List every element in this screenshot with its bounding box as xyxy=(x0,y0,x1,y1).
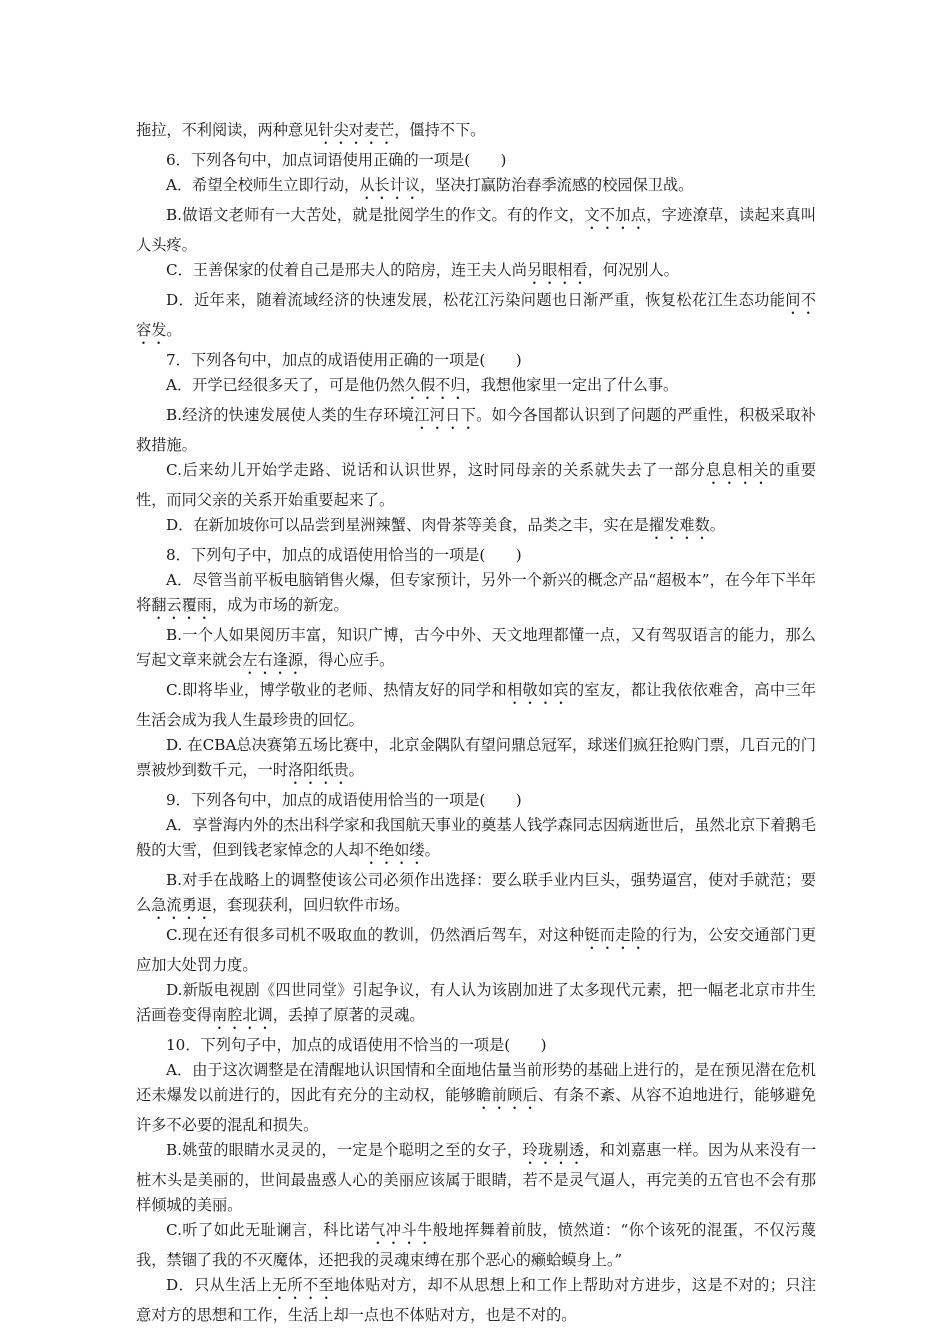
text-run: C.现在还有很多司机不吸取血的教训，仍然酒后驾车，对这种 xyxy=(166,926,585,944)
paragraph xyxy=(136,513,816,543)
text-run: B.经济的快速发展使人类的生存环境 xyxy=(166,406,415,424)
dotted-term: 针尖对麦芒 xyxy=(318,121,395,139)
dotted-term: 铤而走险 xyxy=(584,926,647,944)
paragraph xyxy=(136,1218,816,1273)
paragraph xyxy=(136,788,816,813)
text-run: ，得心应手。 xyxy=(303,651,395,669)
paragraph xyxy=(136,1033,816,1058)
text-run: ，我想他家里一定出了什么事。 xyxy=(465,376,679,394)
text-run: ，成为市场的新宠。 xyxy=(211,596,349,614)
dotted-term: 擢发难数 xyxy=(649,516,710,534)
paragraph xyxy=(136,403,816,458)
paragraph xyxy=(136,373,816,403)
text-run: 般地挥舞着前肢，愤然道：“你个该死的混蛋，不仅污蔑我，禁锢了我的不灭魔体，还把我的灵魂束缚在那个恶心的癞蛤蟆身上。” xyxy=(136,1221,816,1269)
dotted-term: 间不容发 xyxy=(136,291,816,339)
dotted-term: 另眼相看 xyxy=(526,261,588,279)
text-run: C.即将毕业，博学敬业的老师、热情友好的同学和 xyxy=(166,681,507,699)
dotted-term: 南腔北调 xyxy=(211,1006,273,1024)
text-run: ，何况别人。 xyxy=(587,261,679,279)
text-run: D.新版电视剧《四世同堂》引起争议，有人认为该剧加进了太多现代元素，把一幅老北京市井生活画卷变得 xyxy=(136,981,816,1024)
text-run: A．开学已经很多天了，可是他仍然 xyxy=(166,376,405,394)
paragraph xyxy=(136,543,816,568)
text-run: 。 xyxy=(709,516,725,534)
paragraph xyxy=(136,348,816,373)
dotted-term: 久假不归 xyxy=(404,376,466,394)
paragraph xyxy=(136,148,816,173)
text-run: 、有条不紊、从容不迫地进行，能够避免许多不必要的混乱和损失。 xyxy=(136,1086,817,1134)
dotted-term: 从长计议 xyxy=(359,176,420,194)
text-run: B.做语文老师有一大苦处，就是批阅学生的作文。有的作文， xyxy=(166,206,585,224)
text-run: B.姚萤的眼睛水灵灵的，一定是个聪明之至的女子， xyxy=(166,1141,523,1159)
text-run: 的室友，都让我依依难舍，高中三年生活会成为我人生最珍贵的回忆。 xyxy=(136,681,817,729)
text-run: D. 在CBA总决赛第五场比赛中，北京金隅队有望问鼎总冠军，球迷们疯狂抢购门票，几百元的门票被炒到数千元，一时 xyxy=(136,736,816,779)
dotted-term: 急流勇退 xyxy=(151,896,212,914)
paragraph xyxy=(136,733,816,788)
text-run: 10．下列句子中，加点的成语使用不恰当的一项是( ) xyxy=(166,1036,547,1054)
dotted-term: 玲珑剔透 xyxy=(522,1141,585,1159)
text-run: ，坚决打赢防治春季流感的校园保卫战。 xyxy=(419,176,694,194)
text-run: ，套现获利，回归软件市场。 xyxy=(211,896,410,914)
paragraph xyxy=(136,118,816,148)
paragraph xyxy=(136,923,816,978)
dotted-term: 不绝如缕 xyxy=(363,841,425,859)
text-run: C.听了如此无耻谰言，科比诺 xyxy=(166,1221,371,1239)
paragraph xyxy=(136,258,816,288)
text-run: 地体贴对方，却不从思想上和工作上帮助对方进步，这是不对的；只注意对方的思想和工作，生活上却一点也不体贴对方，也是不对的。 xyxy=(136,1276,817,1324)
dotted-term: 无所不至 xyxy=(271,1276,335,1294)
paragraph xyxy=(136,1138,816,1218)
text-run: ，丢掉了原著的灵魂。 xyxy=(272,1006,425,1024)
dotted-term: 气冲斗牛 xyxy=(370,1221,433,1239)
text-run: 拖拉，不利阅读，两种意见 xyxy=(136,121,319,139)
text-run: 的行为，公安交通部门更应加大处罚力度。 xyxy=(136,926,817,974)
paragraph xyxy=(136,288,816,348)
text-run: 8．下列句子中，加点的成语使用恰当的一项是( ) xyxy=(166,546,522,564)
text-run: D．只从生活上 xyxy=(166,1276,272,1294)
text-run: B.一个人如果阅历丰富，知识广博，古今中外、天文地理都懂一点，又有驾驭语言的能力，那么写起文章来就会 xyxy=(136,626,816,669)
dotted-term: 洛阳纸贵 xyxy=(287,761,349,779)
text-run: ，字迹潦草，读起来真叫人头疼。 xyxy=(136,206,817,254)
paragraph xyxy=(136,623,816,678)
text-run: D．在新加坡你可以品尝到星洲辣蟹、肉骨茶等美食，品类之丰，实在是 xyxy=(166,516,649,534)
text-run: 9．下列各句中，加点的成语使用恰当的一项是( ) xyxy=(166,791,522,809)
text-run: A．尽管当前平板电脑销售火爆，但专家预计，另外一个新兴的概念产品“超极本”，在今年下半年将 xyxy=(136,571,816,614)
dotted-term: 文不加点 xyxy=(584,206,647,224)
paragraph xyxy=(136,1273,816,1328)
paragraph xyxy=(136,203,816,258)
dotted-term: 相敬如宾 xyxy=(506,681,569,699)
text-run: 。 xyxy=(166,321,182,339)
paragraph xyxy=(136,978,816,1033)
dotted-term: 左右逢源 xyxy=(242,651,304,669)
dotted-term: 江河日下 xyxy=(414,406,477,424)
text-run: B.对手在战略上的调整使该公司必须作出选择：要么联手业内巨头，强势逼宫，使对手就范；要么 xyxy=(136,871,816,914)
text-run: ，僵持不下。 xyxy=(394,121,486,139)
paragraph xyxy=(136,868,816,923)
text-run: 的重要性，而同父亲的关系开始重要起来了。 xyxy=(136,461,817,509)
dotted-term: 瞻前顾后 xyxy=(476,1086,538,1104)
text-run: 。如今各国都认识到了问题的严重性，积极采取补救措施。 xyxy=(136,406,816,454)
text-run: A．由于这次调整是在清醒地认识国情和全面地估量当前形势的基础上进行的，是在预见潜在危机还未爆发以前进行的，因此有充分的主动权，能够 xyxy=(136,1061,816,1104)
paragraph xyxy=(136,568,816,623)
paragraph xyxy=(136,678,816,733)
dotted-term: 翻云覆雨 xyxy=(151,596,212,614)
text-run: D．近年来，随着流域经济的快速发展，松花江污染问题也日渐严重，恢复松花江生态功能 xyxy=(166,291,786,309)
document-page xyxy=(136,118,816,1328)
text-run: 。 xyxy=(348,761,364,779)
dotted-term: 息息相关 xyxy=(705,461,770,479)
text-run: C．王善保家的仗着自己是邢夫人的陪房，连王夫人尚 xyxy=(166,261,527,279)
paragraph xyxy=(136,173,816,203)
text-run: 6．下列各句中，加点词语使用正确的一项是( ) xyxy=(166,151,507,169)
text-run: ，和刘嘉惠一样。因为从来没有一桩木头是美丽的，世间最蛊惑人心的美丽应该属于眼睛，若不是灵气逼人，再完美的五官也不会有那样倾城的美丽。 xyxy=(136,1141,817,1214)
text-run: A．希望全校师生立即行动， xyxy=(166,176,360,194)
paragraph xyxy=(136,458,816,513)
paragraph xyxy=(136,813,816,868)
text-run: C.后来幼儿开始学走路、说话和认识世界，这时同母亲的关系就失去了一部分 xyxy=(166,461,706,479)
text-run: 7．下列各句中，加点的成语使用正确的一项是( ) xyxy=(166,351,522,369)
paragraph xyxy=(136,1058,816,1138)
text-run: 。 xyxy=(424,841,440,859)
text-run: A．享誉海内外的杰出科学家和我国航天事业的奠基人钱学森同志因病逝世后，虽然北京下着鹅毛般的大雪，但到钱老家悼念的人却 xyxy=(136,816,816,859)
